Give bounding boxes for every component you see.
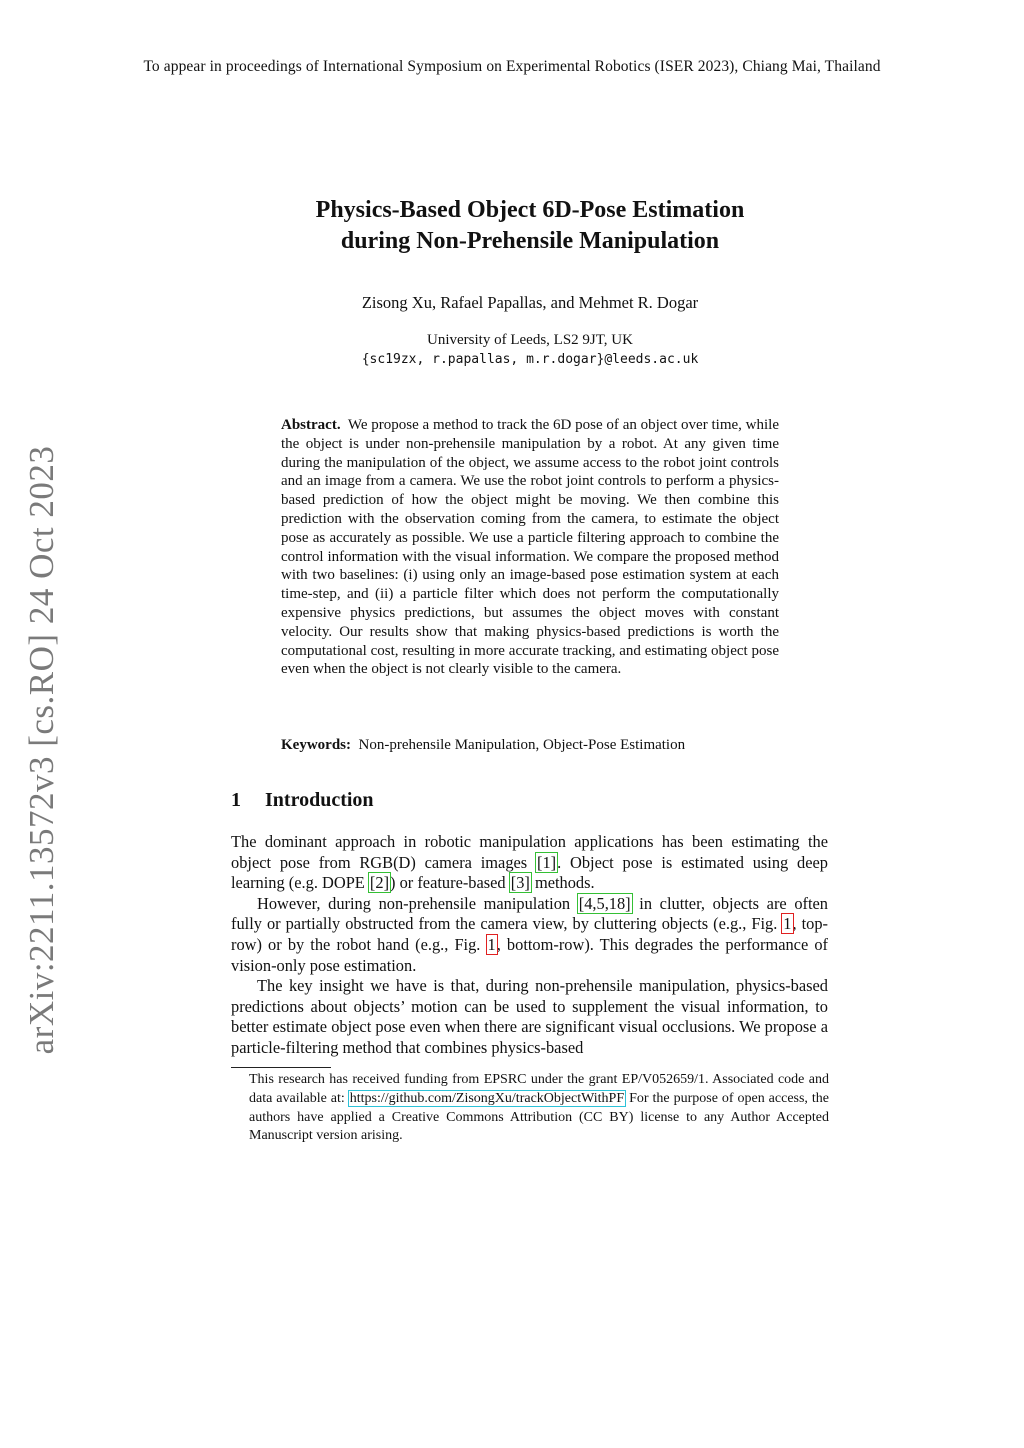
title-line-1: Physics-Based Object 6D-Pose Estimation — [315, 197, 745, 223]
section-title: Introduction — [265, 789, 374, 811]
abstract-text: We propose a method to track the 6D pose of an object over time, while the object is under non-prehensile manipulation by a robot. At any given time during the manipulation of the object, we assume access to the robot joint controls and an image from a camera. We use the robot joint controls to perform a physics-based prediction of how the object might be moving. We then combine this prediction with the observation coming from the camera, to estimate the object pose as accurately as possible. We use a particle filtering approach to combine the control information with the visual information. We compare the proposed method with two baselines: (i) using only an image-based pose estimation system at each time-step, and (ii) a particle filter which does not perform the computationally expensive physics predictions, but assumes the object moves with constant velocity. Our results show that making physics-based predictions is worth the computational cost, resulting in more accurate tracking, and estimating object pose even when the object is not clearly visible to the camera. — [281, 417, 780, 678]
author-emails: {sc19zx, r.papallas, m.r.dogar}@leeds.ac.uk — [361, 352, 699, 367]
text-run: , bottom-row). This degrades the performance of vision-only pose estimation. — [231, 934, 828, 975]
citation-link[interactable]: [2] — [369, 873, 390, 893]
keywords — [281, 737, 781, 754]
citation-link[interactable]: [3] — [510, 873, 530, 893]
affiliation: University of Leeds, LS2 9JT, UK — [427, 332, 633, 348]
keywords-text: Non-prehensile Manipulation, Object-Pose Estimation — [358, 737, 686, 753]
section-heading — [231, 789, 374, 812]
paragraph-3: The key insight we have is that, during non-prehensile manipulation, physics-based predictions about objects’ motion can be used to supplement the visual information, to better estimate object pose even when there are significant visual occlusions. We propose a particle-filtering method that combines physics-based — [231, 976, 828, 1057]
paragraph-1 — [231, 832, 828, 894]
code-repository-link[interactable]: https://github.com/ZisongXu/trackObjectWithPF — [349, 1090, 625, 1106]
paragraph-2 — [231, 894, 828, 976]
paper-title — [180, 195, 880, 257]
text-run: However, during non-prehensile manipulation — [257, 893, 578, 913]
figure-reference-link[interactable]: 1 — [783, 914, 792, 934]
text-run: methods. — [530, 873, 595, 893]
abstract-label: Abstract. — [281, 417, 341, 433]
citation-link[interactable]: [4,5,18] — [578, 893, 631, 913]
text-run: in clutter, objects are often fully or partially obstructed from the camera view, by cluttering objects (e.g., Fig. — [231, 893, 829, 934]
title-line-2: during Non-Prehensile Manipulation — [340, 228, 720, 254]
section-number: 1 — [231, 789, 241, 811]
footnote-divider — [231, 1067, 331, 1068]
introduction-body — [231, 832, 828, 1059]
footnote-text: For the purpose of open access, the authors have applied a Creative Commons Attribution (CC BY) license to any Author Accepted Manuscript version arising. — [249, 1090, 830, 1144]
text-run: . Object pose is estimated using deep learning (e.g. DOPE — [231, 852, 829, 893]
footnote — [249, 1071, 829, 1146]
conference-note: To appear in proceedings of International Symposium on Experimental Robotics (ISER 2023), Chiang Mai, Thailand — [143, 58, 881, 75]
citation-link[interactable]: [1] — [537, 852, 557, 872]
text-run: , top-row) or by the robot hand (e.g., Fig. — [231, 914, 828, 954]
abstract — [281, 416, 779, 679]
footnote-text: This research has received funding from EPSRC under the grant EP/V052659/1. Associated code and data available at: — [249, 1072, 829, 1106]
affiliation-block — [180, 330, 880, 370]
arxiv-identifier: arXiv:2211.13572v3 [cs.RO] 24 Oct 2023 — [22, 445, 61, 1055]
text-run: ) or feature-based — [390, 873, 510, 893]
author-list: Zisong Xu, Rafael Papallas, and Mehmet R. Dogar — [361, 293, 699, 312]
text-run: The dominant approach in robotic manipulation applications has been estimating the object pose from RGB(D) camera images — [231, 832, 828, 872]
figure-reference-link[interactable]: 1 — [487, 934, 496, 954]
keywords-label: Keywords: — [281, 737, 351, 753]
